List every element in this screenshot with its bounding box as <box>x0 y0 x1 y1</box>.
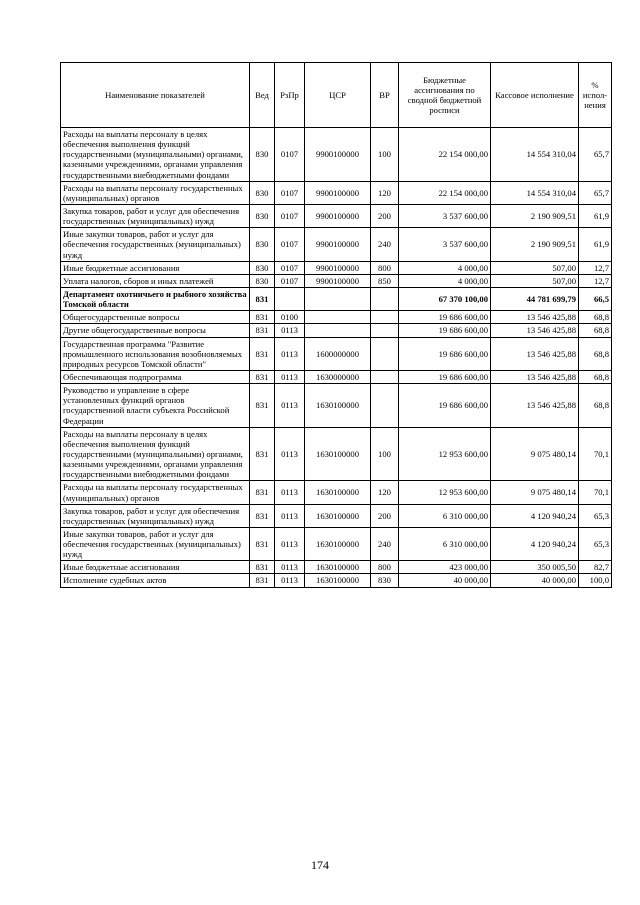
row-csr <box>305 311 371 324</box>
row-cash: 44 781 699,79 <box>491 287 579 310</box>
row-assigned: 40 000,00 <box>399 574 491 587</box>
row-vr: 200 <box>371 504 399 527</box>
table-row <box>61 384 612 428</box>
row-percent: 65,7 <box>579 181 612 204</box>
row-cash: 507,00 <box>491 261 579 274</box>
row-rzpr: 0107 <box>275 228 305 261</box>
row-percent: 12,7 <box>579 261 612 274</box>
row-csr: 1630100000 <box>305 504 371 527</box>
row-assigned: 19 686 600,00 <box>399 370 491 383</box>
row-name: Иные закупки товаров, работ и услуг для обеспечения государственных (муниципальных) нужд <box>61 527 250 560</box>
row-ved: 830 <box>250 274 275 287</box>
row-percent: 82,7 <box>579 561 612 574</box>
row-name: Закупка товаров, работ и услуг для обеспечения государственных (муниципальных) нужд <box>61 504 250 527</box>
row-vr: 200 <box>371 204 399 227</box>
row-vr: 120 <box>371 181 399 204</box>
table-row <box>61 427 612 481</box>
row-name: Руководство и управление в сфере установленных функций органов государственной власти субъекта Российской Федерации <box>61 384 250 428</box>
row-csr: 9900100000 <box>305 128 371 182</box>
row-ved: 831 <box>250 527 275 560</box>
table-row <box>61 228 612 261</box>
row-ved: 831 <box>250 337 275 370</box>
row-cash: 13 546 425,88 <box>491 324 579 337</box>
row-ved: 831 <box>250 287 275 310</box>
row-rzpr: 0113 <box>275 481 305 504</box>
row-cash: 2 190 909,51 <box>491 228 579 261</box>
row-vr <box>371 324 399 337</box>
row-percent: 68,8 <box>579 311 612 324</box>
row-assigned: 12 953 600,00 <box>399 427 491 481</box>
row-rzpr: 0113 <box>275 324 305 337</box>
row-assigned: 12 953 600,00 <box>399 481 491 504</box>
budget-table <box>60 62 612 588</box>
row-name: Департамент охотничьего и рыбного хозяйства Томской области <box>61 287 250 310</box>
row-ved: 830 <box>250 181 275 204</box>
row-assigned: 6 310 000,00 <box>399 527 491 560</box>
row-assigned: 3 537 600,00 <box>399 228 491 261</box>
row-assigned: 4 000,00 <box>399 274 491 287</box>
table-row <box>61 370 612 383</box>
row-ved: 830 <box>250 204 275 227</box>
row-rzpr: 0113 <box>275 561 305 574</box>
row-csr: 1630100000 <box>305 561 371 574</box>
row-cash: 4 120 940,24 <box>491 527 579 560</box>
row-vr: 120 <box>371 481 399 504</box>
row-percent: 12,7 <box>579 274 612 287</box>
table-row <box>61 481 612 504</box>
row-name: Иные закупки товаров, работ и услуг для обеспечения государственных (муниципальных) нужд <box>61 228 250 261</box>
header-percent: % испол-нения <box>579 63 612 128</box>
row-csr: 9900100000 <box>305 261 371 274</box>
row-rzpr: 0107 <box>275 204 305 227</box>
row-csr: 1630100000 <box>305 481 371 504</box>
row-vr <box>371 337 399 370</box>
row-percent: 65,3 <box>579 504 612 527</box>
row-cash: 9 075 480,14 <box>491 427 579 481</box>
header-name: Наименование показателей <box>61 63 250 128</box>
row-cash: 40 000,00 <box>491 574 579 587</box>
row-vr: 100 <box>371 427 399 481</box>
row-vr <box>371 370 399 383</box>
table-row <box>61 128 612 182</box>
row-assigned: 19 686 600,00 <box>399 324 491 337</box>
row-rzpr: 0113 <box>275 504 305 527</box>
row-assigned: 22 154 000,00 <box>399 181 491 204</box>
header-csr: ЦСР <box>305 63 371 128</box>
row-percent: 68,8 <box>579 384 612 428</box>
row-rzpr: 0100 <box>275 311 305 324</box>
row-cash: 13 546 425,88 <box>491 311 579 324</box>
row-rzpr <box>275 287 305 310</box>
row-percent: 66,5 <box>579 287 612 310</box>
row-cash: 14 554 310,04 <box>491 128 579 182</box>
row-ved: 831 <box>250 504 275 527</box>
row-name: Расходы на выплаты персоналу государственных (муниципальных) органов <box>61 181 250 204</box>
row-assigned: 3 537 600,00 <box>399 204 491 227</box>
row-name: Общегосударственные вопросы <box>61 311 250 324</box>
header-row <box>61 63 612 128</box>
row-percent: 70,1 <box>579 427 612 481</box>
row-cash: 4 120 940,24 <box>491 504 579 527</box>
table-row <box>61 274 612 287</box>
row-assigned: 19 686 600,00 <box>399 311 491 324</box>
row-csr: 9900100000 <box>305 228 371 261</box>
row-percent: 65,3 <box>579 527 612 560</box>
row-csr: 1630100000 <box>305 384 371 428</box>
row-cash: 350 005,50 <box>491 561 579 574</box>
row-rzpr: 0113 <box>275 384 305 428</box>
row-vr: 100 <box>371 128 399 182</box>
row-rzpr: 0113 <box>275 370 305 383</box>
row-assigned: 4 000,00 <box>399 261 491 274</box>
row-ved: 831 <box>250 481 275 504</box>
row-csr: 1630100000 <box>305 527 371 560</box>
row-percent: 70,1 <box>579 481 612 504</box>
row-ved: 831 <box>250 370 275 383</box>
row-rzpr: 0107 <box>275 128 305 182</box>
row-percent: 61,9 <box>579 228 612 261</box>
row-rzpr: 0113 <box>275 337 305 370</box>
row-rzpr: 0113 <box>275 527 305 560</box>
row-percent: 68,8 <box>579 337 612 370</box>
table-row <box>61 324 612 337</box>
row-ved: 831 <box>250 384 275 428</box>
row-assigned: 6 310 000,00 <box>399 504 491 527</box>
row-percent: 68,8 <box>579 370 612 383</box>
table-row <box>61 504 612 527</box>
row-name: Исполнение судебных актов <box>61 574 250 587</box>
row-ved: 830 <box>250 228 275 261</box>
row-assigned: 19 686 600,00 <box>399 337 491 370</box>
row-vr <box>371 311 399 324</box>
row-assigned: 22 154 000,00 <box>399 128 491 182</box>
header-vr: ВР <box>371 63 399 128</box>
row-name: Расходы на выплаты персоналу в целях обеспечения выполнения функций государственными (муниципальными) органами, казенными учреждениями, органами управления государственными внебюджетными фондами <box>61 427 250 481</box>
table-body <box>61 128 612 588</box>
row-percent: 100,0 <box>579 574 612 587</box>
row-csr <box>305 287 371 310</box>
row-vr: 850 <box>371 274 399 287</box>
row-vr: 240 <box>371 527 399 560</box>
row-ved: 831 <box>250 561 275 574</box>
row-percent: 61,9 <box>579 204 612 227</box>
table-row <box>61 337 612 370</box>
row-rzpr: 0107 <box>275 261 305 274</box>
row-ved: 831 <box>250 427 275 481</box>
row-csr: 1630000000 <box>305 370 371 383</box>
header-rzpr: РзПр <box>275 63 305 128</box>
row-name: Иные бюджетные ассигнования <box>61 261 250 274</box>
row-vr: 800 <box>371 561 399 574</box>
header-ved: Вед <box>250 63 275 128</box>
row-name: Уплата налогов, сборов и иных платежей <box>61 274 250 287</box>
page-number: 174 <box>311 858 329 872</box>
row-assigned: 19 686 600,00 <box>399 384 491 428</box>
row-name: Иные бюджетные ассигнования <box>61 561 250 574</box>
table-row <box>61 561 612 574</box>
row-csr: 9900100000 <box>305 274 371 287</box>
row-cash: 2 190 909,51 <box>491 204 579 227</box>
row-csr: 1600000000 <box>305 337 371 370</box>
row-percent: 68,8 <box>579 324 612 337</box>
row-ved: 831 <box>250 324 275 337</box>
row-csr: 1630100000 <box>305 427 371 481</box>
row-rzpr: 0113 <box>275 574 305 587</box>
table-row <box>61 527 612 560</box>
row-vr: 800 <box>371 261 399 274</box>
row-cash: 13 546 425,88 <box>491 384 579 428</box>
row-percent: 65,7 <box>579 128 612 182</box>
table-row <box>61 311 612 324</box>
row-assigned: 67 370 100,00 <box>399 287 491 310</box>
row-csr <box>305 324 371 337</box>
row-vr <box>371 384 399 428</box>
row-ved: 830 <box>250 128 275 182</box>
row-cash: 14 554 310,04 <box>491 181 579 204</box>
header-cash: Кассовое исполнение <box>491 63 579 128</box>
row-cash: 13 546 425,88 <box>491 370 579 383</box>
table-row <box>61 204 612 227</box>
row-name: Расходы на выплаты персоналу государственных (муниципальных) органов <box>61 481 250 504</box>
row-assigned: 423 000,00 <box>399 561 491 574</box>
row-ved: 831 <box>250 311 275 324</box>
row-ved: 830 <box>250 261 275 274</box>
header-assigned: Бюджетные ассигнования по сводной бюджетной росписи <box>399 63 491 128</box>
row-cash: 507,00 <box>491 274 579 287</box>
row-cash: 13 546 425,88 <box>491 337 579 370</box>
row-vr <box>371 287 399 310</box>
row-vr: 240 <box>371 228 399 261</box>
table-row <box>61 574 612 587</box>
row-name: Другие общегосударственные вопросы <box>61 324 250 337</box>
row-rzpr: 0107 <box>275 274 305 287</box>
row-csr: 9900100000 <box>305 181 371 204</box>
row-name: Обеспечивающая подпрограмма <box>61 370 250 383</box>
row-rzpr: 0113 <box>275 427 305 481</box>
row-rzpr: 0107 <box>275 181 305 204</box>
row-name: Расходы на выплаты персоналу в целях обеспечения выполнения функций государственными (муниципальными) органами, казенными учреждениями, органами управления государственными внебюджетными фондами <box>61 128 250 182</box>
row-name: Закупка товаров, работ и услуг для обеспечения государственных (муниципальных) нужд <box>61 204 250 227</box>
table-row <box>61 261 612 274</box>
row-ved: 831 <box>250 574 275 587</box>
row-vr: 830 <box>371 574 399 587</box>
row-name: Государственная программа "Развитие промышленного использования возобновляемых природных ресурсов Томской области" <box>61 337 250 370</box>
row-csr: 1630100000 <box>305 574 371 587</box>
table-row <box>61 181 612 204</box>
row-cash: 9 075 480,14 <box>491 481 579 504</box>
row-csr: 9900100000 <box>305 204 371 227</box>
table-row <box>61 287 612 310</box>
